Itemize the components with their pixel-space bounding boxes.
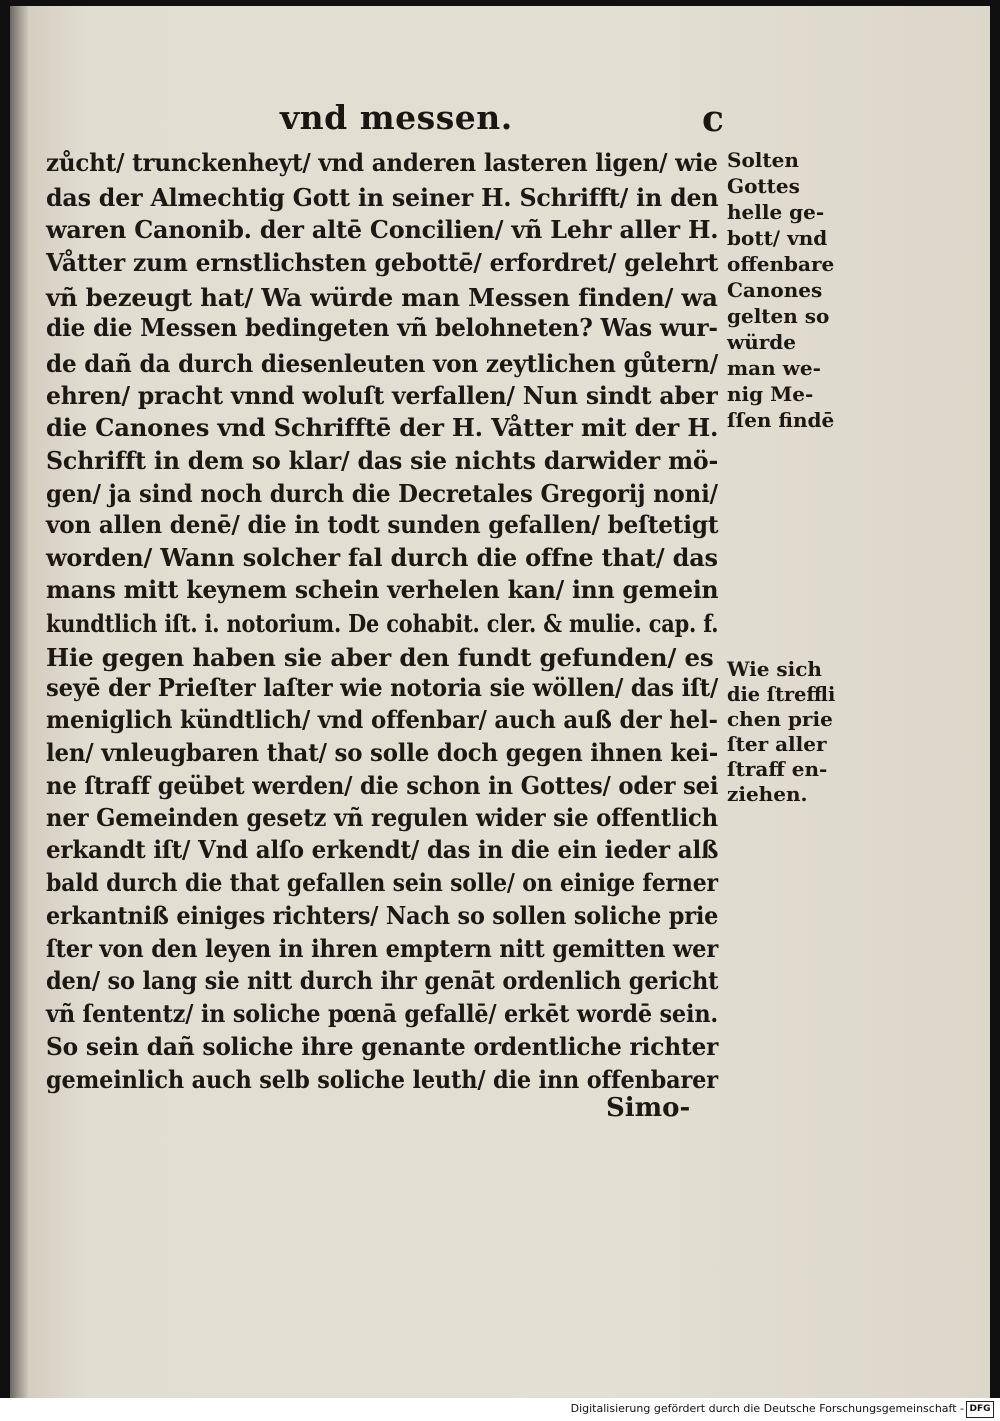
marginal-note-line: offenbare — [727, 252, 835, 276]
signature-mark: c — [702, 98, 724, 140]
text-line: ſter von den leyen in ihren emptern nitt gemitten wer — [46, 934, 719, 963]
text-line: de dañ da durch diesenleuten von zeytlichen gůtern/ — [46, 349, 718, 378]
text-line: von allen denē/ die in todt sunden gefallen/ beſtetigt — [46, 510, 719, 539]
text-line: len/ vnleugbaren that/ so solle doch gegen ihnen kei- — [46, 738, 719, 767]
book-page — [10, 6, 990, 1398]
marginal-note-line: man we- — [727, 356, 821, 380]
marginal-note-line: ſter aller — [727, 732, 827, 756]
footer-bar — [0, 1398, 1000, 1421]
text-line: So sein dañ soliche ihre genante ordentliche richter — [46, 1032, 719, 1061]
catchword: Simo- — [606, 1093, 691, 1123]
text-line: den/ so lang sie nitt durch ihr genāt ordenlich gericht — [46, 966, 719, 995]
marginal-note-line: ziehen. — [727, 782, 808, 806]
marginal-note-line: die ſtreffli — [727, 682, 836, 706]
page-gutter — [10, 6, 28, 1398]
marginal-note-line: würde — [727, 330, 797, 354]
text-line: ne ſtraff geübet werden/ die schon in Gottes/ oder sei — [46, 771, 719, 800]
text-line: gemeinlich auch selb soliche leuth/ die inn offenbarer — [46, 1065, 718, 1094]
marginal-note-line: ſſen findē — [727, 408, 835, 432]
footer-credit: Digitalisierung gefördert durch die Deutsche Forschungsgemeinschaft - — [570, 1402, 964, 1415]
marginal-note-line: nig Me- — [727, 382, 814, 406]
text-line: waren Canonib. der altē Concilien/ vñ Lehr aller H. — [46, 215, 719, 244]
marginal-note-line: Wie sich — [727, 657, 822, 681]
text-line: worden/ Wann solcher fal durch die offne that/ das — [46, 543, 718, 572]
text-line: die die Messen bedingeten vñ belohneten? Was wur- — [46, 313, 718, 342]
text-line: mans mitt keynem schein verhelen kan/ inn gemein — [46, 575, 719, 604]
marginal-note-line: Canones — [727, 278, 823, 302]
marginal-note-line: helle ge- — [727, 200, 825, 224]
text-line: das der Almechtig Gott in seiner H. Schrifft/ in den — [46, 183, 719, 212]
text-line: erkandt iſt/ Vnd alſo erkendt/ das in die ein ieder alß — [46, 835, 719, 864]
text-line: Schrifft in dem so klar/ das sie nichts darwider mö- — [46, 446, 719, 475]
dfg-logo: DFG — [966, 1401, 994, 1418]
running-title: vnd messen. — [280, 98, 513, 137]
text-line: gen/ ja sind noch durch die Decretales Gregorij noni/ — [46, 479, 718, 508]
text-line: meniglich kündtlich/ vnd offenbar/ auch auß der hel- — [46, 705, 718, 734]
text-line: die Canones vnd Schrifftē der H. Våtter mit der H. — [46, 413, 719, 442]
text-line: bald durch die that gefallen sein solle/ on einige ferner — [46, 868, 718, 897]
text-line: ner Gemeinden gesetz vñ regulen wider sie offentlich — [46, 803, 719, 832]
text-line: seyē der Prieſter laſter wie notoria sie wöllen/ das iſt/ — [46, 673, 719, 702]
text-line: ehren/ pracht vnnd woluſt verfallen/ Nun sindt aber — [46, 381, 718, 410]
text-line: vñ bezeugt hat/ Wa würde man Messen finden/ wa — [46, 283, 718, 312]
text-line: kundtlich iſt. i. notorium. De cohabit. cler. & mulie. cap. f. — [46, 609, 719, 638]
marginal-note-line: chen prie — [727, 707, 833, 731]
text-line: erkantniß einiges richters/ Nach so sollen soliche prie — [46, 901, 719, 930]
text-line: zůcht/ trunckenheyt/ vnd anderen lasteren ligen/ wie — [46, 148, 718, 177]
text-line: Våtter zum ernstlichsten gebottē/ erfordret/ gelehrt — [46, 248, 719, 277]
text-line: Hie gegen haben sie aber den fundt gefunden/ es — [46, 643, 714, 672]
text-line: vñ ſententz/ in soliche pœnā gefallē/ erkēt wordē sein. — [46, 999, 719, 1028]
marginal-note-line: gelten so — [727, 304, 830, 328]
marginal-note-line: Solten — [727, 148, 799, 172]
marginal-note-line: bott/ vnd — [727, 226, 828, 250]
marginal-note-line: ſtraff en- — [727, 757, 828, 781]
marginal-note-line: Gottes — [727, 174, 800, 198]
